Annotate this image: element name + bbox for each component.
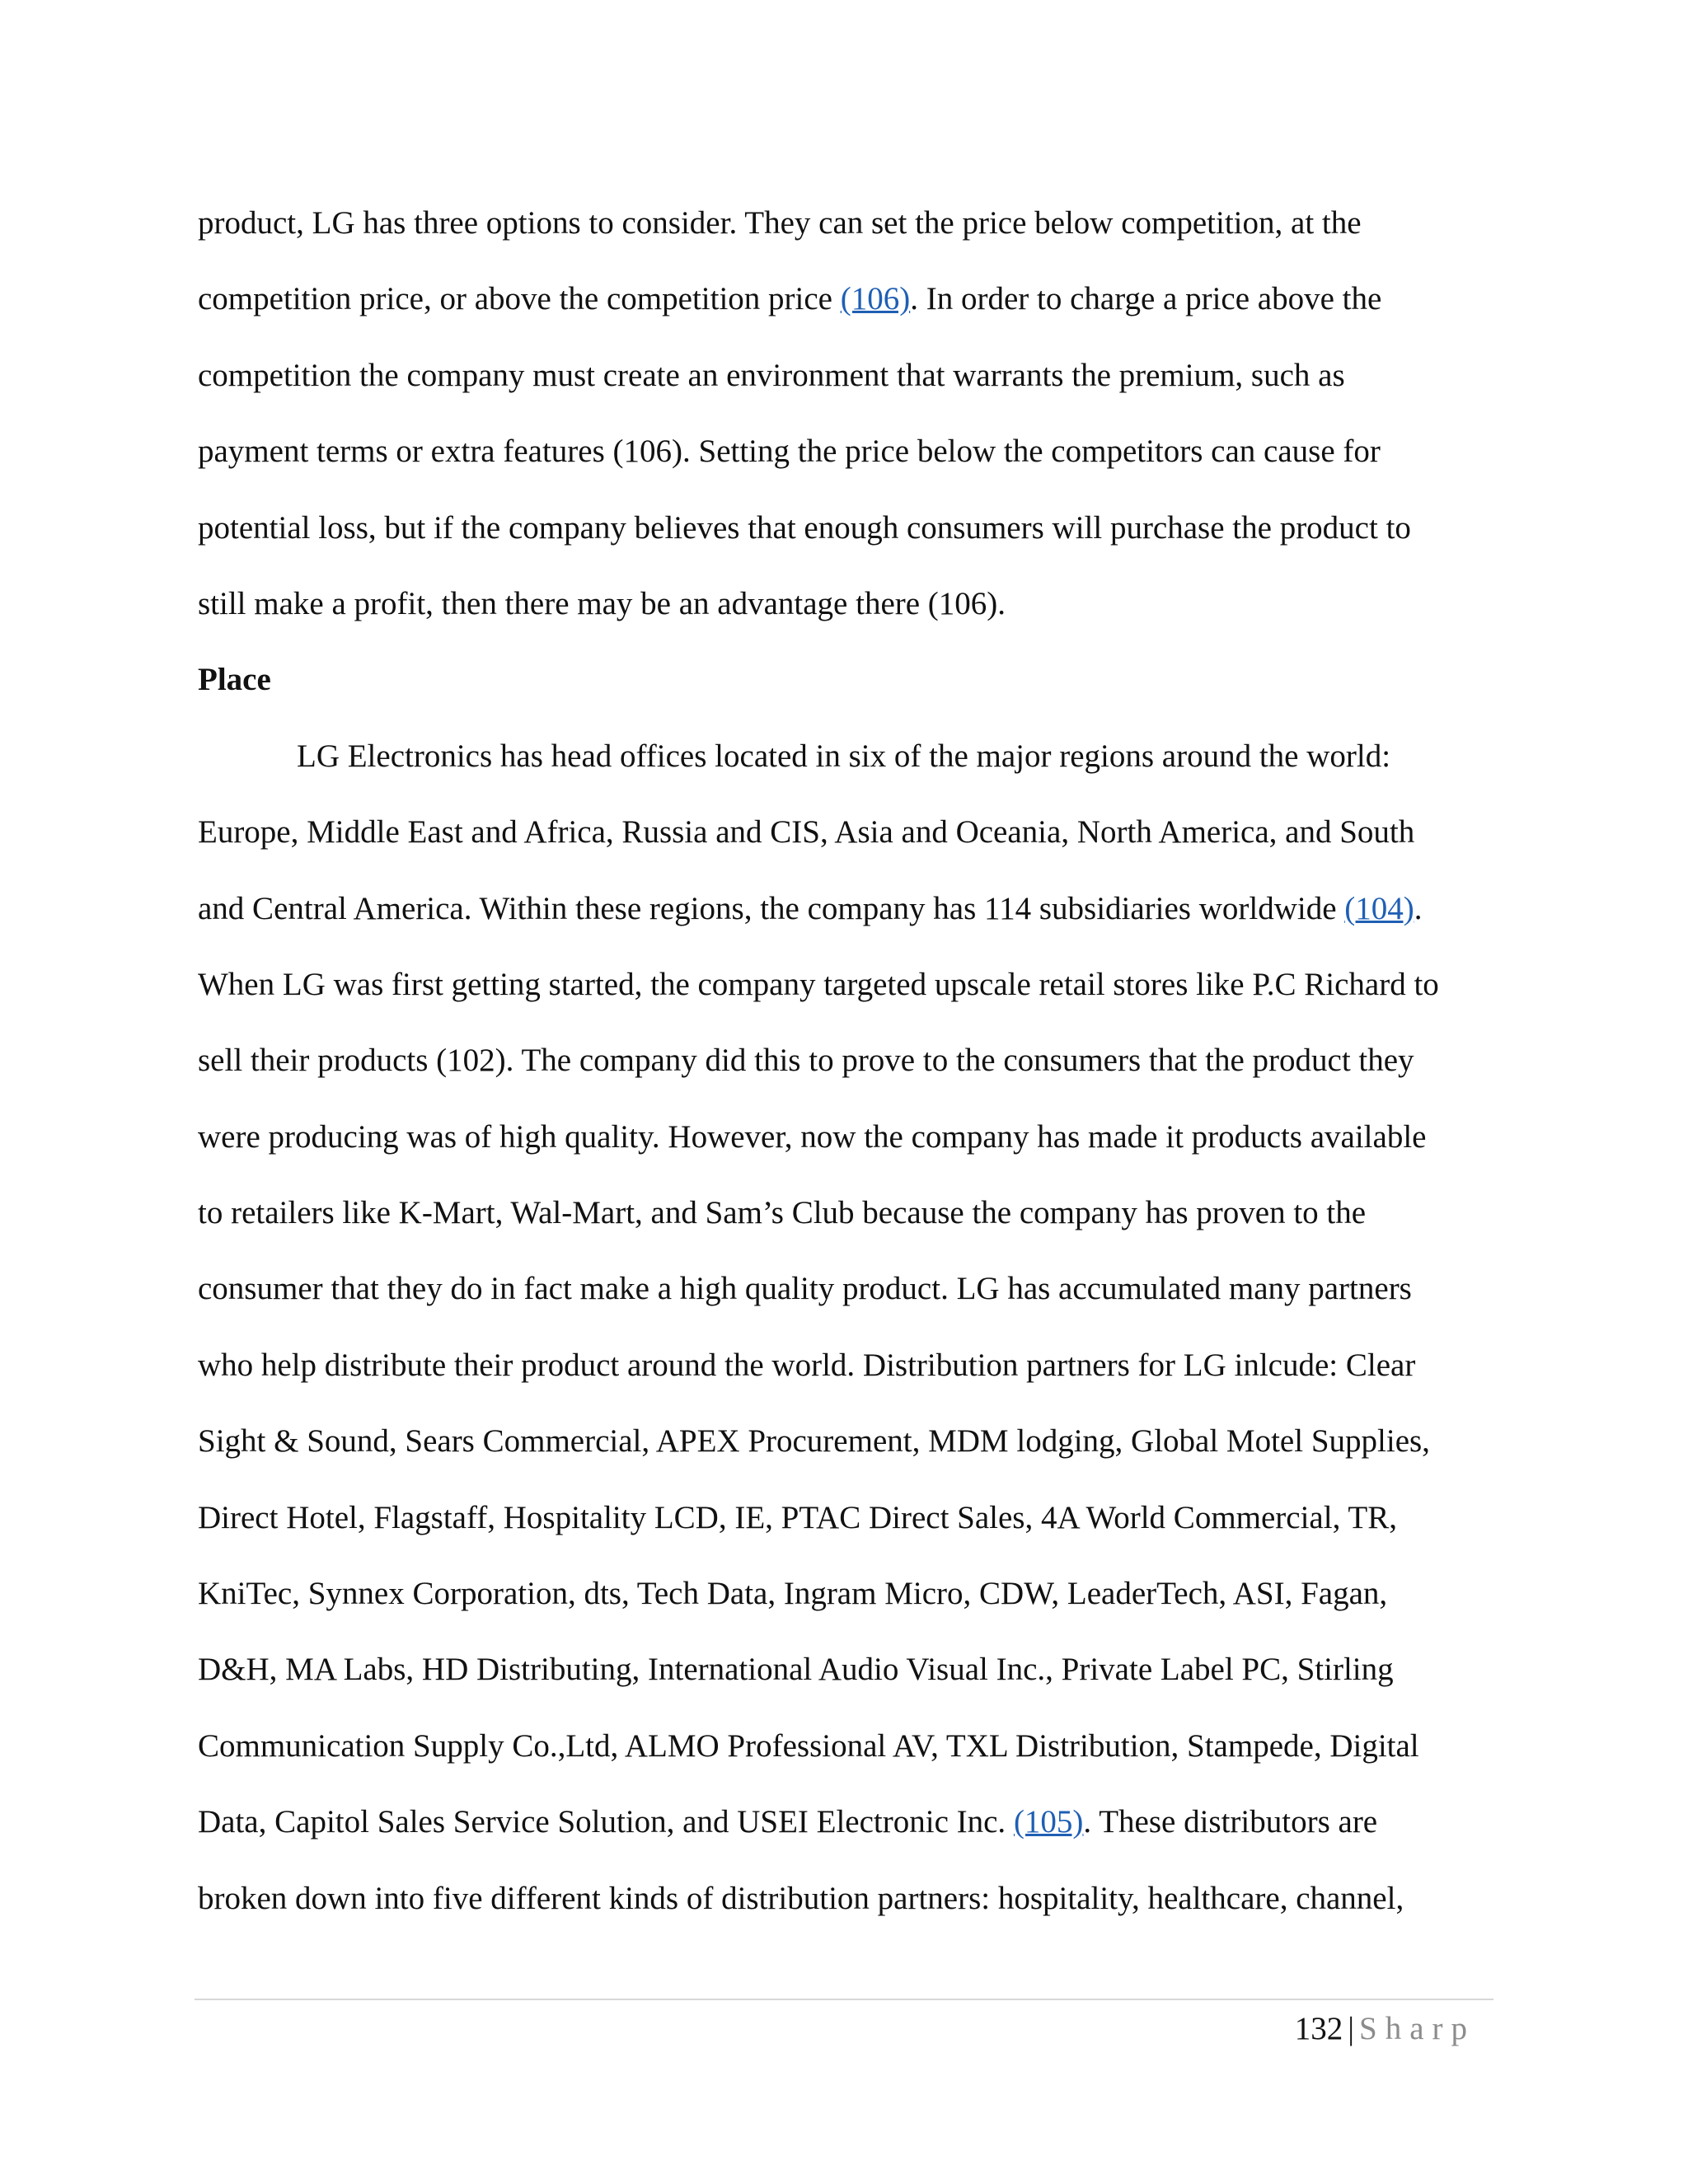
text-line: product, LG has three options to consider. They can set the price below competition, at the: [198, 205, 1362, 241]
text-line: broken down into five different kinds of distribution partners: hospitality, healthcare, channel,: [198, 1880, 1404, 1916]
text-line: sell their products (102). The company did this to prove to the consumers that the product they: [198, 1043, 1414, 1079]
text-line: were producing was of high quality. However, now the company has made it products available: [198, 1118, 1427, 1155]
text-line: LG Electronics has head offices located in six of the major regions around the world:: [297, 738, 1391, 774]
text-segment: .: [1414, 890, 1423, 926]
citation-link-105[interactable]: (105): [1013, 1804, 1084, 1840]
text-line: D&H, MA Labs, HD Distributing, International Audio Visual Inc., Private Label PC, Stirling: [198, 1652, 1394, 1688]
text-line: competition the company must create an environment that warrants the premium, such as: [198, 357, 1345, 393]
text-line: Sight & Sound, Sears Commercial, APEX Procurement, MDM lodging, Global Motel Supplies,: [198, 1423, 1430, 1460]
text-line: [198, 1784, 1492, 1860]
footer-separator: |: [1348, 2011, 1354, 2046]
text-line: still make a profit, then there may be an advantage there (106).: [198, 585, 1006, 621]
page-footer: [1295, 2004, 1475, 2054]
footer-author: Sharp: [1359, 2011, 1475, 2046]
text-line: consumer that they do in fact make a high quality product. LG has accumulated many partners: [198, 1271, 1412, 1307]
text-line: Europe, Middle East and Africa, Russia and CIS, Asia and Oceania, North America, and South: [198, 814, 1415, 851]
footer-divider: [195, 1999, 1493, 2000]
body-text: [198, 185, 1492, 1937]
text-segment: . These distributors are: [1083, 1804, 1378, 1840]
text-segment: and Central America. Within these regions, the company has 114 subsidiaries worldwide: [198, 890, 1345, 926]
text-line: to retailers like K-Mart, Wal-Mart, and Sam’s Club because the company has proven to the: [198, 1195, 1367, 1231]
text-line: Direct Hotel, Flagstaff, Hospitality LCD, IE, PTAC Direct Sales, 4A World Commercial, TR,: [198, 1499, 1397, 1535]
page-number: 132: [1294, 2011, 1343, 2046]
text-line: who help distribute their product around the world. Distribution partners for LG inlcude: Clear: [198, 1347, 1416, 1383]
text-segment: Data, Capitol Sales Service Solution, and USEI Electronic Inc.: [198, 1804, 1014, 1840]
citation-link-104[interactable]: (104): [1344, 890, 1414, 926]
text-line: potential loss, but if the company believes that enough consumers will purchase the product to: [198, 509, 1411, 546]
text-segment: . In order to charge a price above the: [910, 281, 1382, 317]
citation-link-106[interactable]: (106): [840, 281, 911, 317]
text-line: KniTec, Synnex Corporation, dts, Tech Data, Ingram Micro, CDW, LeaderTech, ASI, Fagan,: [198, 1576, 1388, 1612]
text-line: [198, 871, 1492, 947]
text-line: payment terms or extra features (106). Setting the price below the competitors can cause for: [198, 434, 1381, 470]
text-line: [198, 261, 1492, 337]
text-line: When LG was first getting started, the company targeted upscale retail stores like P.C Richard to: [198, 966, 1439, 1002]
text-line: Communication Supply Co.,Ltd, ALMO Professional AV, TXL Distribution, Stampede, Digital: [198, 1727, 1419, 1764]
text-segment: competition price, or above the competition price: [198, 281, 841, 317]
section-heading-place: Place: [198, 662, 271, 698]
